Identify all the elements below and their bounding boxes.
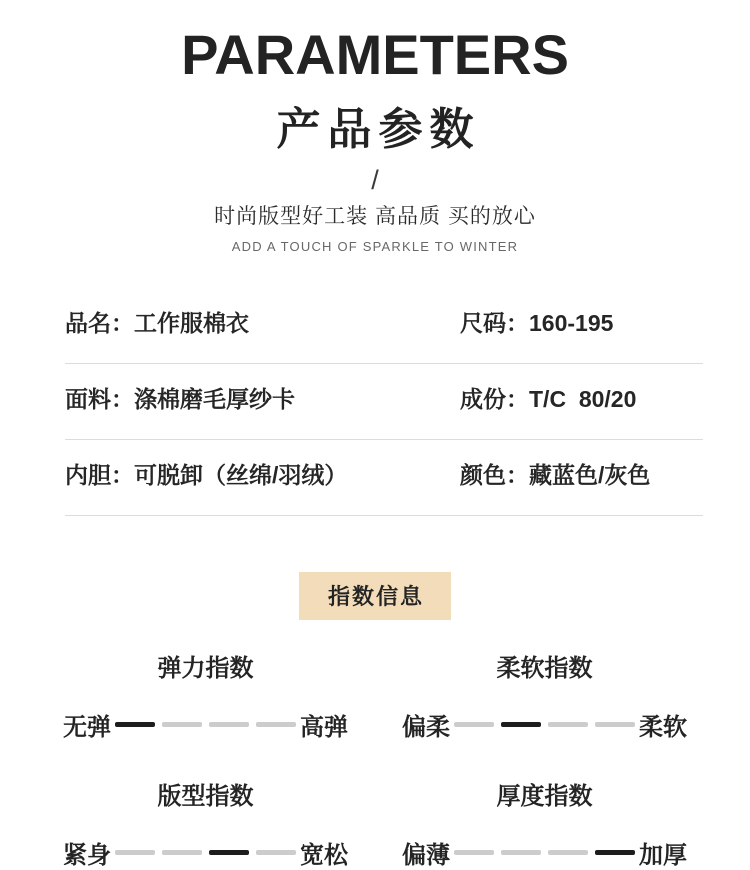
slider-segment — [595, 722, 635, 727]
slider-title: 版型指数 — [157, 782, 254, 810]
spec-cell-product-name — [65, 305, 460, 338]
slider-segment — [115, 850, 155, 855]
spec-cell-liner — [65, 457, 460, 490]
slider-track — [454, 722, 635, 727]
slider-fit — [63, 776, 348, 870]
slider-elasticity — [63, 648, 348, 742]
spec-value: T/C 80/20 — [529, 385, 637, 412]
spec-cell-size — [460, 305, 703, 338]
slider-max-label: 柔软 — [639, 713, 687, 741]
index-info-badge: 指数信息 — [299, 572, 451, 620]
slider-segment — [501, 722, 541, 727]
spec-value: 涤棉磨毛厚纱卡 — [134, 385, 295, 412]
slider-title: 厚度指数 — [496, 782, 593, 810]
spec-label: 尺码： — [460, 309, 529, 336]
slider-track — [115, 722, 296, 727]
slider-segment — [454, 850, 494, 855]
slider-max-label: 宽松 — [300, 841, 348, 869]
spec-cell-composition — [460, 381, 703, 414]
spec-label: 面料： — [65, 385, 134, 412]
spec-row-name-size — [65, 288, 703, 364]
slider-row — [63, 835, 348, 870]
spec-value: 160-195 — [529, 309, 614, 336]
slider-max-label: 高弹 — [300, 713, 348, 741]
spec-label: 成份： — [460, 385, 529, 412]
slider-segment — [595, 850, 635, 855]
slider-title: 柔软指数 — [496, 654, 593, 682]
slider-segment — [209, 722, 249, 727]
slider-min-label: 紧身 — [63, 841, 111, 869]
slider-track — [115, 850, 296, 855]
slider-track — [454, 850, 635, 855]
slider-min-label: 无弹 — [63, 713, 111, 741]
slider-softness — [402, 648, 687, 742]
subtitle-en: ADD A TOUCH OF SPARKLE TO WINTER — [231, 238, 519, 254]
slider-segment — [256, 722, 296, 727]
spec-table — [65, 288, 703, 516]
spec-value: 可脱卸（丝绵/羽绒） — [134, 461, 348, 488]
spec-label: 内胆： — [65, 461, 134, 488]
page-title-cn: 产品参数 — [276, 104, 481, 154]
spec-cell-fabric — [65, 381, 460, 414]
spec-row-liner-color — [65, 440, 703, 516]
slider-segment — [162, 850, 202, 855]
slider-row — [402, 835, 687, 870]
slider-min-label: 偏柔 — [402, 713, 450, 741]
slider-segment — [162, 722, 202, 727]
slider-segment — [115, 722, 155, 727]
spec-row-fabric-composition — [65, 364, 703, 440]
spec-label: 颜色： — [460, 461, 529, 488]
page-header — [0, 0, 750, 254]
slider-row — [63, 707, 348, 742]
slider-segment — [501, 850, 541, 855]
spec-value: 藏蓝色/灰色 — [529, 461, 651, 488]
index-slider-grid — [63, 648, 687, 870]
slider-thickness — [402, 776, 687, 870]
slash-divider: / — [371, 164, 379, 195]
slider-min-label: 偏薄 — [402, 841, 450, 869]
slider-segment — [548, 722, 588, 727]
slider-segment — [548, 850, 588, 855]
spec-label: 品名： — [65, 309, 134, 336]
slider-row — [402, 707, 687, 742]
spec-cell-color — [460, 457, 703, 490]
spec-value: 工作服棉衣 — [134, 309, 249, 336]
slider-segment — [209, 850, 249, 855]
slider-segment — [256, 850, 296, 855]
slider-max-label: 加厚 — [639, 841, 687, 869]
page-title-en: PARAMETERS — [181, 23, 569, 86]
slider-title: 弹力指数 — [157, 654, 254, 682]
subtitle-cn: 时尚版型好工装 高品质 买的放心 — [214, 204, 536, 228]
slider-segment — [454, 722, 494, 727]
